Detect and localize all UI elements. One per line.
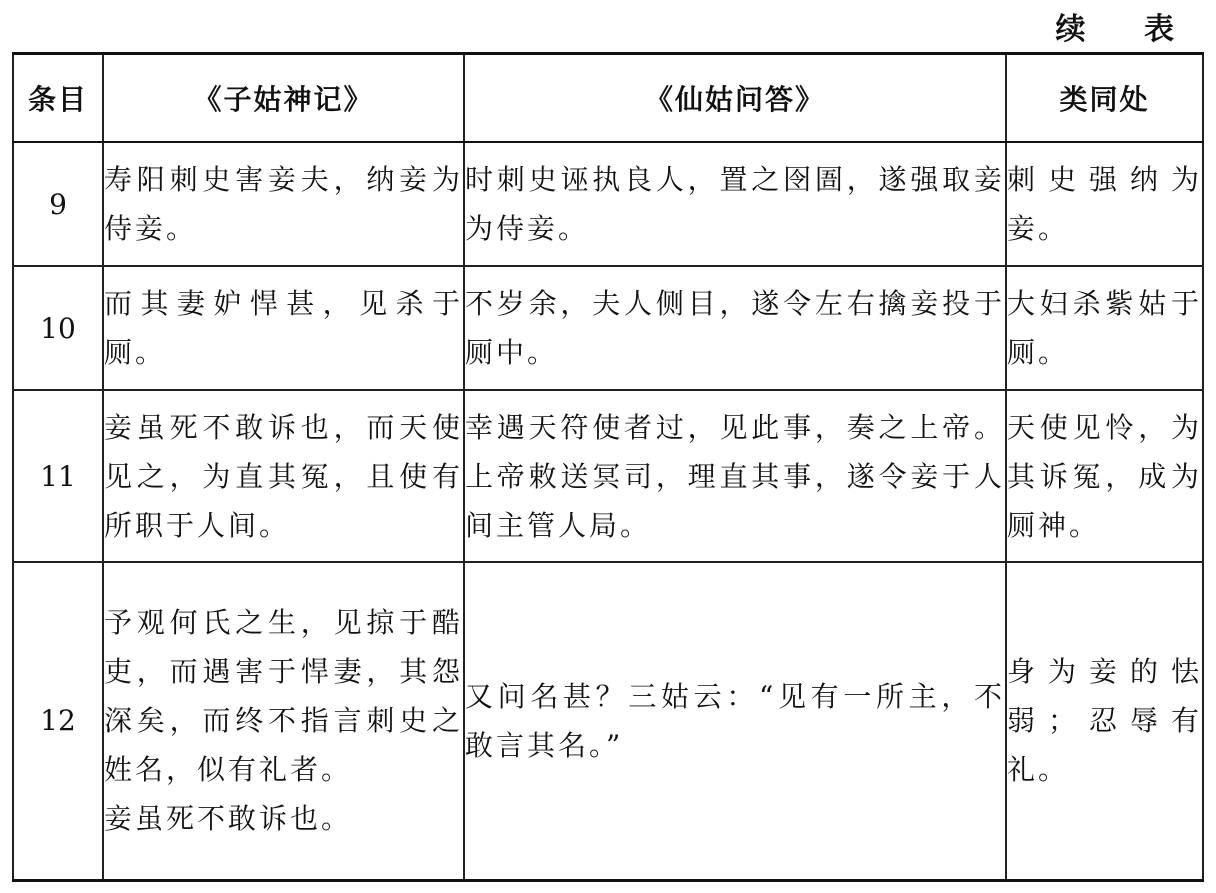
header-similarities: 类同处 bbox=[1006, 54, 1203, 143]
row-number: 10 bbox=[13, 266, 103, 390]
zigu-text bbox=[103, 562, 464, 880]
paragraph: 时刺史诬执良人，置之囹圄，遂强取妾为侍妾。 bbox=[465, 163, 1005, 245]
header-zigu-shenji: 《子姑神记》 bbox=[103, 54, 464, 143]
paragraph: 妾虽死不敢诉也。 bbox=[104, 802, 353, 836]
similar-text bbox=[1006, 266, 1203, 390]
paragraph: 幸遇天符使者过，见此事，奏之上帝。上帝敕送冥司，理直其事，遂令妾于人间主管人局。 bbox=[465, 410, 1005, 542]
paragraph: 身为妾的怯弱；忍辱有礼。 bbox=[1007, 655, 1202, 787]
row-number: 9 bbox=[13, 142, 103, 266]
paragraph: 而其妻妒悍甚，见杀于厕。 bbox=[104, 287, 463, 369]
table-row bbox=[13, 390, 1203, 562]
header-item: 条目 bbox=[13, 54, 103, 143]
row-number: 11 bbox=[13, 390, 103, 562]
paragraph: 又问名甚？三姑云：“见有一所主，不敢言其名。” bbox=[465, 679, 1005, 762]
table-row bbox=[13, 266, 1203, 390]
paragraph: 妾虽死不敢诉也，而天使见之，为直其冤，且使有所职于人间。 bbox=[104, 410, 463, 542]
paragraph: 寿阳刺史害妾夫，纳妾为侍妾。 bbox=[104, 163, 463, 245]
xiangu-text bbox=[464, 390, 1006, 562]
header-xiangu-wenda: 《仙姑问答》 bbox=[464, 54, 1006, 143]
comparison-table bbox=[12, 52, 1204, 882]
paragraph: 刺史强纳为妾。 bbox=[1007, 163, 1202, 245]
paragraph: 天使见怜，为其诉冤，成为厕神。 bbox=[1007, 410, 1202, 542]
zigu-text bbox=[103, 266, 464, 390]
xiangu-text bbox=[464, 562, 1006, 880]
zigu-text bbox=[103, 142, 464, 266]
similar-text bbox=[1006, 390, 1203, 562]
similar-text bbox=[1006, 142, 1203, 266]
paragraph: 予观何氏之生，见掠于酷吏，而遇害于悍妻，其怨深矣，而终不指言刺史之姓名，似有礼者。 bbox=[104, 606, 463, 787]
table-header-row bbox=[13, 54, 1203, 143]
zigu-text bbox=[103, 390, 464, 562]
table-row bbox=[13, 562, 1203, 880]
paragraph: 大妇杀紫姑于厕。 bbox=[1007, 287, 1202, 369]
xiangu-text bbox=[464, 142, 1006, 266]
continued-label: 续 表 bbox=[1055, 12, 1198, 47]
xiangu-text bbox=[464, 266, 1006, 390]
paragraph: 不岁余，夫人侧目，遂令左右擒妾投于厕中。 bbox=[465, 287, 1005, 369]
table-row bbox=[13, 142, 1203, 266]
row-number: 12 bbox=[13, 562, 103, 880]
similar-text bbox=[1006, 562, 1203, 880]
